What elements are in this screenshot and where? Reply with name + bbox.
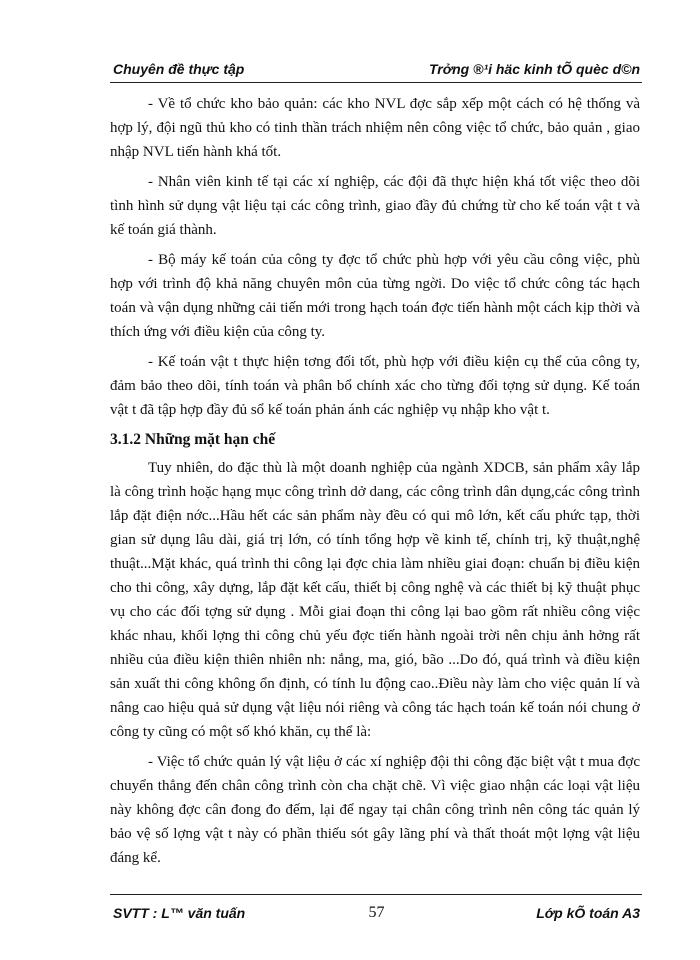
page-number: 57 [368,904,385,921]
header-divider [110,82,642,83]
page-header [113,58,640,80]
footer-divider [110,894,642,895]
page-body [110,92,640,876]
paragraph: - Kế toán vật t thực hiện tơng đối tốt, phù hợp với điều kiện cụ thể của công ty, đảm bảo theo dõi, tính toán và phân bổ chính xác cho từng đối tợng sử dụng. Kế toán vật t đã tập hợp đầy đủ sổ kế toán phản ánh các nghiệp vụ nhập kho vật t. [110,354,640,418]
header-title-right: Trởng ®¹i häc kinh tÕ quèc d©n [428,61,640,77]
paragraph: - Về tổ chức kho bảo quản: các kho NVL đợc sắp xếp một cách có hệ thống và hợp lý, đội ngũ thủ kho có tinh thần trách nhiệm nên công việc tổ chức, bảo quản , giao nhập NVL tiến hành khá tốt. [110,96,640,160]
paragraph: Tuy nhiên, do đặc thù là một doanh nghiệp của ngành XDCB, sản phẩm xây lắp là công trình hoặc hạng mục công trình dở dang, các công trình dân dụng,các công trình lắp đặt điện nớc...Hầu hết các sản phẩm này đều có qui mô lớn, kết cấu phức tạp, thời gian sử dụng lâu dài, giá trị lớn, có tính tổng hợp về kinh tế, chính trị, kỹ thuật,nghệ thuật...Mặt khác, quá trình thi công lại đợc chia làm nhiều giai đoạn: chuẩn bị điều kiện cho thi công, xây dựng, lắp đặt kết cấu, thiết bị công nghệ và các thiết bị kỹ thuật phục vụ cho các đối tợng sử dụng . Mỗi giai đoạn thi công lại bao gồm rất nhiều công việc khác nhau, khối lợng thi công chủ yếu đợc tiến hành ngoài trời nên chịu ảnh hởng rất nhiều của điều kiện thiên nhiên nh: nắng, ma, gió, bão ...Do đó, quá trình và điều kiện sản xuất thi công không ổn định, có tính lu động cao..Điều này làm cho việc quản lí và nâng cao hiệu quả sử dụng vật liệu nói riêng và công tác hạch toán kế toán nói chung ở công ty cũng có một số khó khăn, cụ thể là: [110,460,640,740]
page-footer [113,902,640,924]
paragraph: - Việc tổ chức quản lý vật liệu ở các xí nghiệp đội thi công đặc biệt vật t mua đợc chuyển thẳng đến chân công trình còn cha chặt chẽ. Vì việc giao nhận các loại vật liệu này không đợc cân đong đo đếm, lại để ngay tại chân công trình nên công tác quản lý bảo vệ số lợng vật t này có phần thiếu sót gây lãng phí và thất thoát một lợng vật liệu đáng kể. [110,754,640,866]
paragraph: - Bộ máy kế toán của công ty đợc tổ chức phù hợp với yêu cầu công việc, phù hợp với trình độ khả năng chuyên môn của từng ngời. Do việc tổ chức công tác hạch toán và vận dụng những cải tiến mới trong hạch toán đợc tiến hành một cách kịp thời và thích ứng với điều kiện của công ty. [110,252,640,340]
section-heading: 3.1.2 Những mặt hạn chế [110,431,276,448]
paragraph: - Nhân viên kinh tế tại các xí nghiệp, các đội đã thực hiện khá tốt việc theo dõi tình hình sử dụng vật liệu tại các công trình, giao đầy đủ chứng từ cho kế toán vật t và kế toán giá thành. [110,174,640,238]
footer-author: SVTT : L™ văn tuấn [113,905,246,921]
footer-class: Lớp kÕ toán A3 [536,905,640,921]
header-title-left: Chuyên đề thực tập [113,61,245,77]
